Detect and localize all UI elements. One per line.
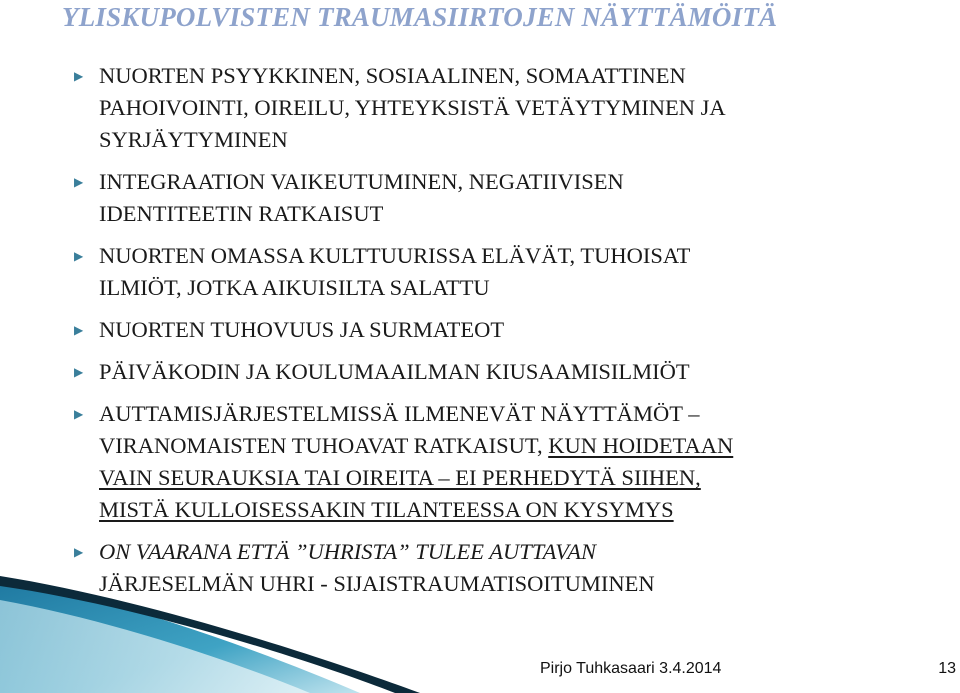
bullet-line: NUORTEN PSYYKKINEN, SOSIAALINEN, SOMAATTINEN [99, 63, 686, 88]
list-item [72, 398, 952, 526]
bullet-line: SYRJÄYTYMINEN [99, 127, 288, 152]
list-item [72, 356, 952, 388]
slide-title: YLISKUPOLVISTEN TRAUMASIIRTOJEN NÄYTTÄMÖITÄ [62, 2, 778, 32]
bullet-line-underlined: VAIN SEURAUKSIA TAI OIREITA – EI PERHEDYTÄ SIIHEN, [99, 465, 701, 490]
bullet-line-underlined: MISTÄ KULLOISESSAKIN TILANTEESSA ON KYSYMYS [99, 497, 674, 522]
arrow-right-icon: ▶ [74, 545, 84, 559]
bullet-line [99, 430, 952, 462]
bullet-list [72, 60, 952, 610]
arrow-right-icon: ▶ [74, 175, 84, 189]
bullet-line: AUTTAMISJÄRJESTELMISSÄ ILMENEVÄT NÄYTTÄMÖT – [99, 401, 700, 426]
page-number: 13 [938, 660, 956, 677]
arrow-right-icon: ▶ [74, 69, 84, 83]
bullet-line: INTEGRAATION VAIKEUTUMINEN, NEGATIIVISEN [99, 169, 624, 194]
bullet-line: NUORTEN TUHOVUUS JA SURMATEOT [99, 317, 505, 342]
arrow-right-icon: ▶ [74, 249, 84, 263]
bullet-line: PAHOIVOINTI, OIREILU, YHTEYKSISTÄ VETÄYTYMINEN JA [99, 95, 726, 120]
bullet-line: IDENTITEETIN RATKAISUT [99, 201, 384, 226]
bullet-line-italic: ON VAARANA ETTÄ ”UHRISTA” TULEE AUTTAVAN [99, 539, 597, 564]
arrow-right-icon: ▶ [74, 323, 84, 337]
list-item [72, 314, 952, 346]
bullet-text-underlined: KUN HOIDETAAN [548, 433, 734, 458]
bullet-line: PÄIVÄKODIN JA KOULUMAAILMAN KIUSAAMISILMIÖT [99, 359, 690, 384]
list-item [72, 60, 952, 156]
arrow-right-icon: ▶ [74, 407, 84, 421]
list-item [72, 536, 952, 600]
bullet-line: NUORTEN OMASSA KULTTUURISSA ELÄVÄT, TUHOISAT [99, 243, 691, 268]
bullet-text: VIRANOMAISTEN TUHOAVAT RATKAISUT, [99, 433, 549, 458]
list-item [72, 166, 952, 230]
arrow-right-icon: ▶ [74, 365, 84, 379]
footer-author-date: Pirjo Tuhkasaari 3.4.2014 [540, 660, 722, 677]
bullet-line: ILMIÖT, JOTKA AIKUISILTA SALATTU [99, 275, 490, 300]
list-item [72, 240, 952, 304]
bullet-line: JÄRJESELMÄN UHRI - SIJAISTRAUMATISOITUMINEN [99, 571, 655, 596]
